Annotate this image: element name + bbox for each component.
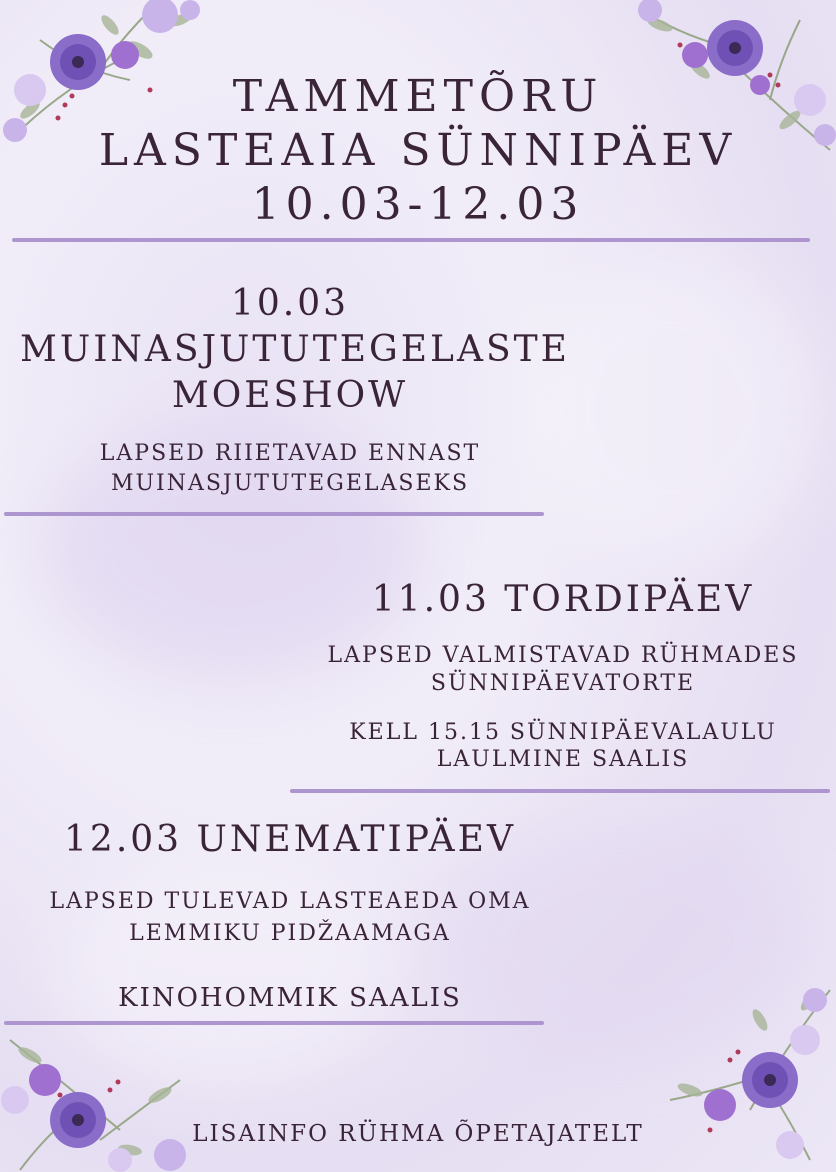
event-title-line-1: MUINASJUTUTEGELASTE — [20, 329, 570, 370]
event-note-line-2: LAULMINE SAALIS — [436, 747, 690, 772]
event-description-line-2: MUINASJUTUTEGELASEKS — [110, 471, 470, 496]
title-line-2: LASTEAIA SÜNNIPÄEV — [98, 125, 738, 176]
event-title-line-2: MOESHOW — [171, 375, 409, 416]
event-description-line-2: SÜNNIPÄEVATORTE — [430, 671, 696, 696]
event-description-line-1: LAPSED VALMISTAVAD RÜHMADES — [327, 643, 799, 668]
footer-info: LISAINFO RÜHMA ÕPETAJATELT — [192, 1121, 644, 1147]
event-description-line-1: LAPSED TULEVAD LASTEAEDA OMA — [49, 889, 531, 914]
divider — [4, 1021, 544, 1025]
event-date: 10.03 — [230, 283, 350, 324]
divider — [12, 238, 810, 242]
divider — [290, 789, 830, 793]
event-note-line-1: KELL 15.15 SÜNNIPÄEVALAULU — [349, 720, 777, 745]
event-heading: 12.03 UNEMATIPÄEV — [64, 819, 516, 860]
event-heading: 11.03 TORDIPÄEV — [371, 579, 755, 620]
event-description-line-1: LAPSED RIIETAVAD ENNAST — [99, 441, 481, 466]
event-description-line-2: LEMMIKU PIDŽAAMAGA — [129, 921, 451, 946]
title-line-3: 10.03-12.03 — [251, 179, 585, 230]
divider — [4, 512, 544, 516]
flower-decoration-bottom-left — [0, 1020, 220, 1172]
background-cloud — [520, 260, 820, 560]
title-line-1: TAMMETÕRU — [232, 71, 604, 122]
event-note: KINOHOMMIK SAALIS — [118, 983, 462, 1013]
